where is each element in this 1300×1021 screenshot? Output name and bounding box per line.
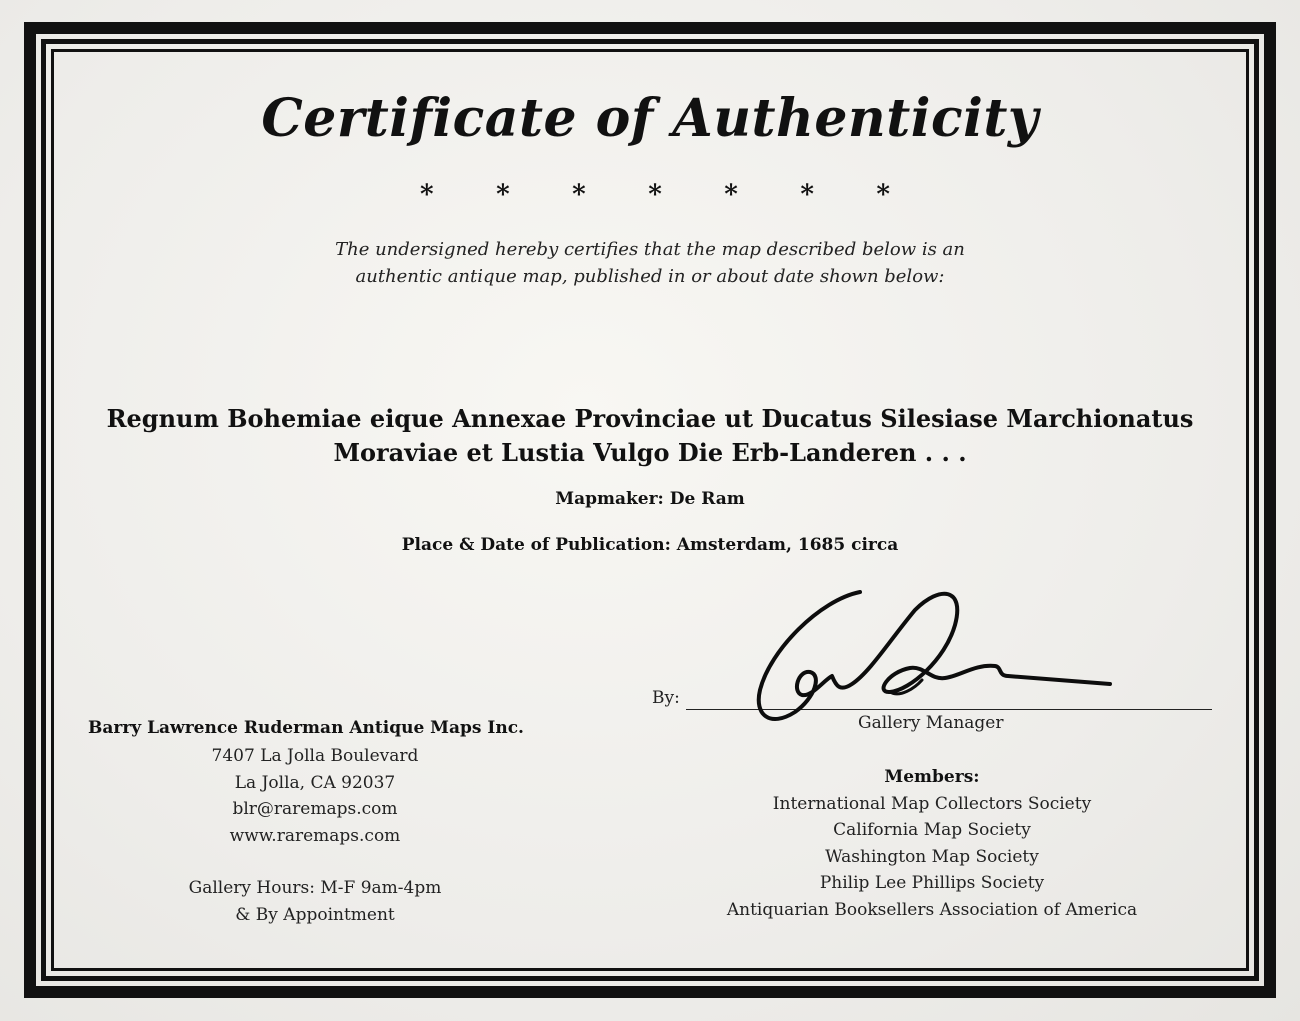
star-icon: * <box>724 180 738 210</box>
address-line: La Jolla, CA 92037 <box>234 772 396 793</box>
star-icon: * <box>648 180 662 210</box>
certification-statement <box>0 236 1300 290</box>
company-address <box>95 743 535 849</box>
mapmaker: Mapmaker: De Ram <box>555 489 745 509</box>
intro-line: authentic antique map, published in or about date shown below: <box>355 266 945 287</box>
certificate-title: Certificate of Authenticity <box>261 88 1039 149</box>
star-icon: * <box>876 180 890 210</box>
signer-role: Gallery Manager <box>858 713 1004 733</box>
email-link[interactable]: blr@raremaps.com <box>232 799 398 819</box>
star-icon: * <box>572 180 586 210</box>
member-item: Washington Map Society <box>825 846 1039 867</box>
by-label: By: <box>652 688 680 708</box>
members-header: Members: <box>884 767 980 787</box>
member-item: International Map Collectors Society <box>772 793 1092 814</box>
member-item: California Map Society <box>833 820 1031 840</box>
map-title-line: Moraviae et Lustia Vulgo Die Erb-Landeren . . . <box>333 438 967 467</box>
intro-line: The undersigned hereby certifies that the map described below is an <box>335 239 965 260</box>
gallery-hours <box>95 875 535 929</box>
hours-line: Gallery Hours: M-F 9am-4pm <box>188 878 442 898</box>
star-divider <box>420 180 890 210</box>
star-icon: * <box>420 180 434 210</box>
company-name: Barry Lawrence Ruderman Antique Maps Inc. <box>88 718 524 738</box>
star-icon: * <box>496 180 510 210</box>
member-item: Antiquarian Booksellers Association of America <box>726 899 1138 920</box>
star-icon: * <box>800 180 814 210</box>
hours-line: & By Appointment <box>235 905 395 925</box>
signature-icon <box>740 580 1120 730</box>
website-link[interactable]: www.raremaps.com <box>229 825 401 846</box>
address-line: 7407 La Jolla Boulevard <box>211 746 419 766</box>
map-title <box>0 402 1300 470</box>
members-list <box>682 764 1182 923</box>
map-title-line: Regnum Bohemiae eique Annexae Provinciae ut Ducatus Silesiase Marchionatus <box>106 404 1194 433</box>
member-item: Philip Lee Phillips Society <box>819 873 1045 893</box>
publication-info: Place & Date of Publication: Amsterdam, 1685 circa <box>401 535 899 555</box>
